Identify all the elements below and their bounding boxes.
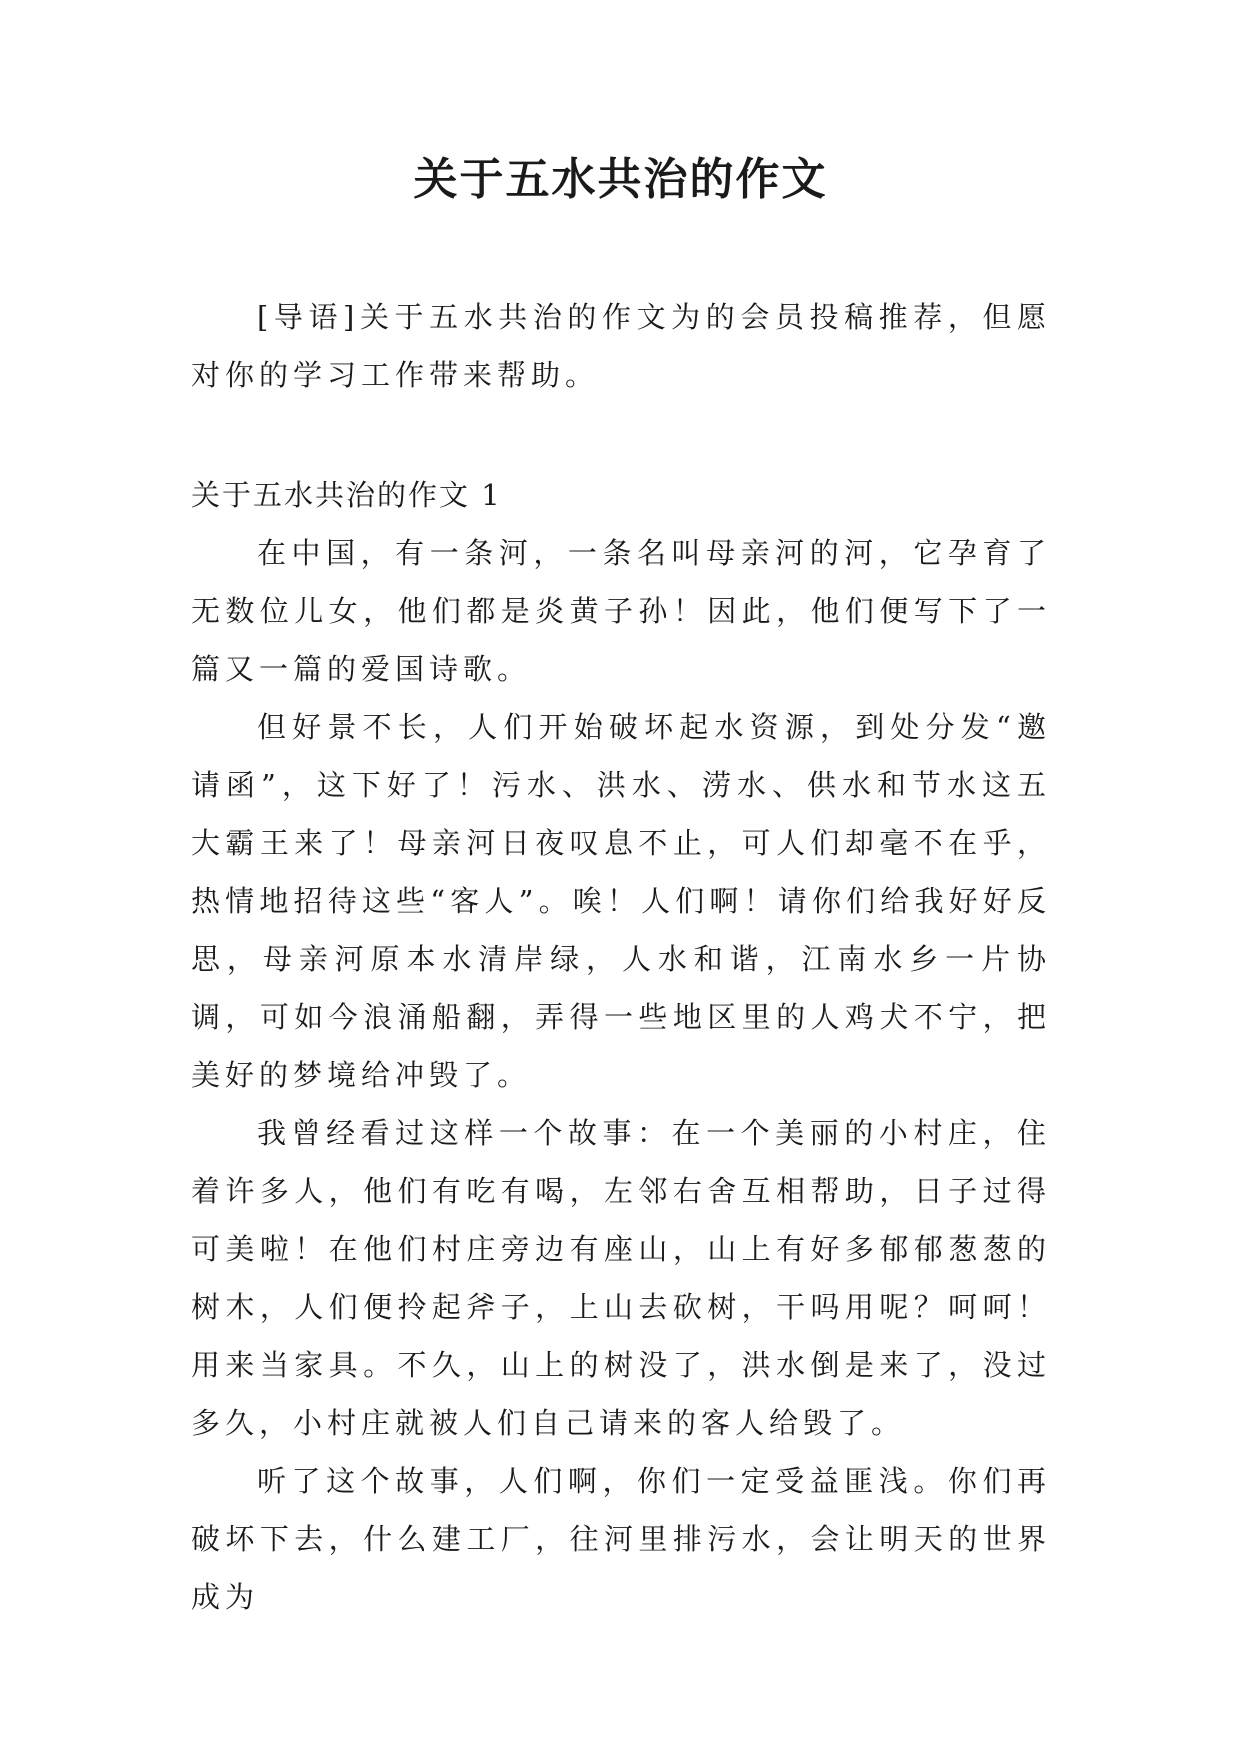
document-title: 关于五水共治的作文 <box>413 154 828 205</box>
document-body <box>191 288 1051 1626</box>
intro-paragraph: [导语]关于五水共治的作文为的会员投稿推荐，但愿对你的学习工作带来帮助。 <box>191 300 1051 392</box>
spacer <box>191 404 1051 466</box>
body-paragraph: 我曾经看过这样一个故事：在一个美丽的小村庄，住着许多人，他们有吃有喝，左邻右舍互相帮助，日子过得可美啦！在他们村庄旁边有座山，山上有好多郁郁葱葱的树木，人们便拎起斧子，上山去砍树，干吗用呢？呵呵！用来当家具。不久，山上的树没了，洪水倒是来了，没过多久，小村庄就被人们自己请来的客人给毁了。 <box>191 1116 1051 1440</box>
body-paragraph: 但好景不长，人们开始破坏起水资源，到处分发“邀请函”，这下好了！污水、洪水、涝水、供水和节水这五大霸王来了！母亲河日夜叹息不止，可人们却毫不在乎，热情地招待这些“客人”。唉！人们啊！请你们给我好好反思，母亲河原本水清岸绿，人水和谐，江南水乡一片协调，可如今浪涌船翻，弄得一些地区里的人鸡犬不宁，把美好的梦境给冲毁了。 <box>191 710 1051 1092</box>
section-heading: 关于五水共治的作文 1 <box>191 478 502 512</box>
body-paragraph: 听了这个故事，人们啊，你们一定受益匪浅。你们再破坏下去，什么建工厂，往河里排污水，会让明天的世界成为 <box>191 1464 1051 1614</box>
body-paragraph: 在中国，有一条河，一条名叫母亲河的河，它孕育了无数位儿女，他们都是炎黄子孙！因此，他们便写下了一篇又一篇的爱国诗歌。 <box>191 536 1051 686</box>
